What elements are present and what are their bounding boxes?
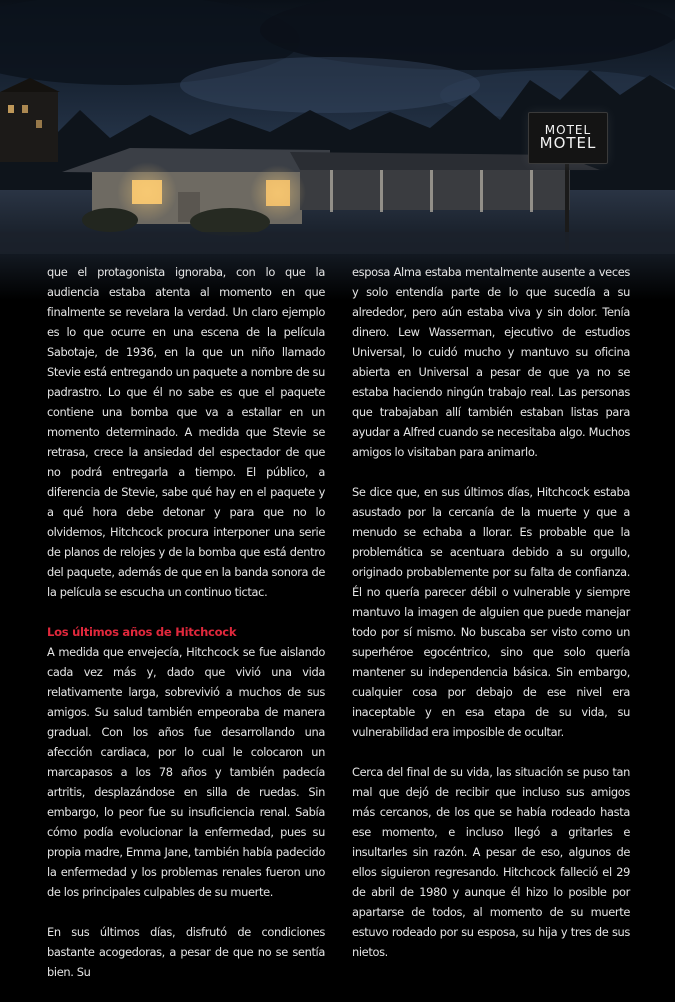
left-column: [47, 262, 325, 1002]
left-paragraph-2: A medida que envejecía, Hitchcock se fue aislando cada vez más y, dado que vivió una vida relativamente larga, sobrevivió a muchos de sus amigos. Su salud también empeoraba de manera gradual. Con los años fue desarrollando una afección cardiaca, por lo cual le colocaron un marcapasos a los 78 años y también padecía artritis, desplazándose en silla de ruedas. Sin embargo, lo peor fue su insuficiencia renal. Sabía cómo podía evolucionar la enfermedad, pues su propia madre, Emma Jane, también había padecido la enfermedad y los problemas renales fueron uno de los principales culpables de su muerte.: [47, 645, 325, 899]
right-paragraph-2: Se dice que, en sus últimos días, Hitchcock estaba asustado por la cercanía de la muerte y que a menudo se echaba a llorar. Es probable que la problemática se acentuara debido a su orgullo, originado probablemente por su falta de confianza. Él no quería parecer débil o vulnerable y siempre mantuvo la imagen de alguien que puede manejar todo por sí mismo. No buscaba ser visto como un superhéroe egocéntrico, sino que solo quería mantener su independencia básica. Sin embargo, cualquier cosa por debajo de ese nivel era inaceptable y en esa etapa de su vida, su vulnerabilidad era imposible de ocultar.: [352, 485, 630, 739]
left-paragraph-1: que el protagonista ignoraba, con lo que la audiencia estaba atenta al momento en que finalmente se revelara la verdad. Un claro ejemplo es lo que ocurre en una escena de la película Sabotaje, de 1936, en la que un niño llamado Stevie está entregando un paquete a nombre de su padrastro. Lo que él no sabe es que el paquete contiene una bomba que va a estallar en un momento determinado. A medida que Stevie se retrasa, crece la ansiedad del espectador de que no podrá entregarla a tiempo. El público, a diferencia de Stevie, sabe qué hay en el paquete y a qué hora debe detonar y para que no lo olvidemos, Hitchcock procura interponer una serie de planos de relojes y de la bomba que está dentro del paquete, además de que en la banda sonora de la película se escucha un continuo tictac.: [47, 265, 325, 599]
motel-sign: [528, 112, 608, 164]
section-heading: Los últimos años de Hitchcock: [47, 625, 237, 639]
motel-sign-line2: MOTEL: [539, 134, 597, 153]
right-column: [352, 262, 630, 982]
left-paragraph-3: En sus últimos días, disfrutó de condiciones bastante acogedoras, a pesar de que no se sentía bien. Su: [47, 925, 325, 979]
motel-night-photo: [0, 0, 675, 300]
right-paragraph-3: Cerca del final de su vida, las situación se puso tan mal que dejó de recibir que incluso sus amigos más cercanos, de los que se había rodeado hasta ese momento, e incluso llegó a gritarles e insultarles sin razón. A pesar de eso, algunos de ellos siguieron regresando. Hitchcock falleció el 29 de abril de 1980 y aunque él hizo lo posible por apartarse de todos, al momento de su muerte estuvo rodeado por su esposa, su hija y tres de sus nietos.: [352, 765, 630, 959]
right-paragraph-1: esposa Alma estaba mentalmente ausente a veces y solo entendía parte de lo que sucedía a su alrededor, pero aún estaba viva y sin dolor. Tenía dinero. Lew Wasserman, ejecutivo de estudios Universal, lo cuidó mucho y mantuvo su oficina abierta en Universal a pesar de que ya no se estaba haciendo ningún trabajo real. Las personas que trabajaban allí también estaban listas para ayudar a Alfred cuando se necesitaba algo. Muchos amigos lo visitaban para animarlo.: [352, 265, 630, 459]
motel-sign-line1: MOTEL: [544, 122, 592, 137]
